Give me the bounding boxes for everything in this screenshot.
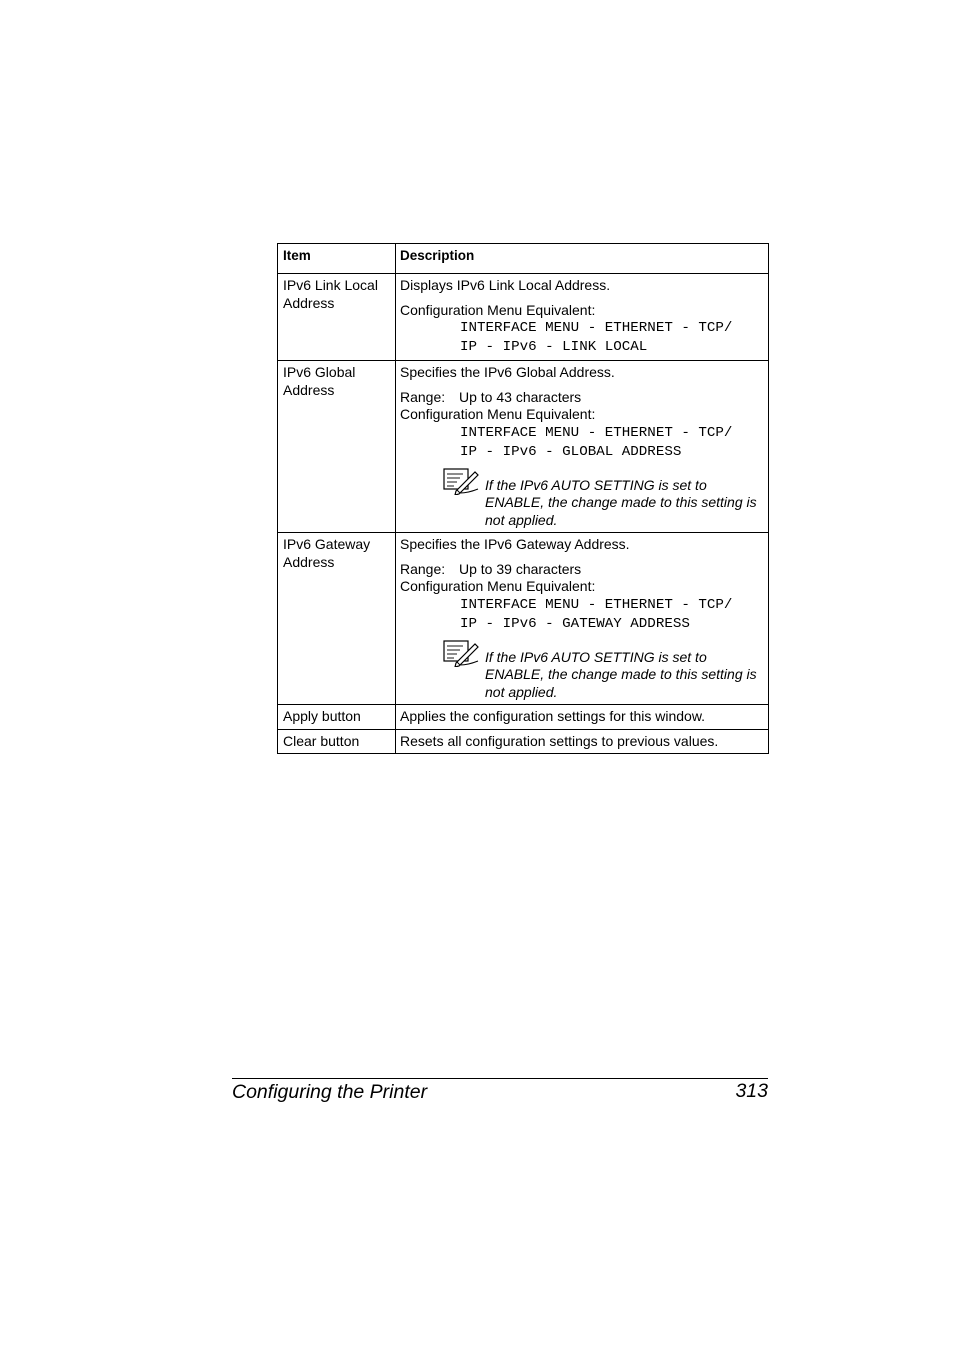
description-text: Specifies the IPv6 Gateway Address.	[400, 536, 630, 552]
column-header-description: Description	[396, 244, 769, 274]
page-number: 313	[735, 1080, 768, 1102]
footer-rule	[232, 1078, 768, 1079]
range-label: Range:	[400, 560, 446, 577]
table-row	[278, 729, 769, 754]
menu-path-line: INTERFACE MENU - ETHERNET - TCP/	[460, 596, 733, 613]
menu-path-line: INTERFACE MENU - ETHERNET - TCP/	[460, 424, 733, 441]
description-text: Resets all configuration settings to previous values.	[400, 732, 719, 749]
note-pencil-icon	[442, 467, 482, 495]
table-header-row	[278, 244, 769, 274]
item-label: Clear button	[283, 732, 360, 749]
note-pencil-icon	[442, 639, 482, 667]
config-menu-label: Configuration Menu Equivalent:	[400, 406, 596, 422]
table-row	[278, 705, 769, 730]
description-text: Applies the configuration settings for this window.	[400, 708, 706, 724]
range-label: Range:	[400, 388, 446, 405]
menu-path-line: IP - IPv6 - GLOBAL ADDRESS	[460, 443, 682, 460]
description-cell	[396, 705, 769, 730]
menu-path-line: IP - IPv6 - GATEWAY ADDRESS	[460, 615, 690, 632]
range-line	[400, 561, 765, 579]
item-cell	[278, 533, 396, 705]
description-cell	[396, 729, 769, 754]
range-line	[400, 389, 765, 407]
table-row	[278, 361, 769, 533]
item-label: IPv6 Global Address	[283, 364, 356, 398]
footer-title: Configuring the Printer	[232, 1081, 428, 1103]
note-block	[442, 639, 765, 702]
note-block	[442, 467, 765, 530]
description-cell	[396, 361, 769, 533]
item-cell	[278, 361, 396, 533]
note-text: If the IPv6 AUTO SETTING is set to ENABLE, the change made to this setting is not applied.	[485, 648, 757, 700]
description-cell	[396, 533, 769, 705]
table-row	[278, 533, 769, 705]
description-cell	[396, 274, 769, 361]
item-label: IPv6 Link Local Address	[283, 277, 378, 311]
item-cell	[278, 705, 396, 730]
description-text: Displays IPv6 Link Local Address.	[400, 277, 611, 293]
menu-path-line: INTERFACE MENU - ETHERNET - TCP/	[460, 320, 733, 336]
range-value: Up to 43 characters	[459, 388, 582, 405]
item-label: Apply button	[283, 708, 361, 724]
column-header-item: Item	[278, 244, 396, 274]
config-menu-label: Configuration Menu Equivalent:	[400, 301, 596, 318]
settings-table	[277, 243, 769, 754]
menu-path-line: IP - IPv6 - LINK LOCAL	[460, 339, 648, 355]
range-value: Up to 39 characters	[459, 560, 582, 577]
item-label: IPv6 Gateway Address	[283, 536, 371, 570]
note-text: If the IPv6 AUTO SETTING is set to ENABLE, the change made to this setting is not applied.	[485, 476, 757, 528]
item-cell	[278, 729, 396, 754]
table-row	[278, 274, 769, 361]
item-cell	[278, 274, 396, 361]
description-text: Specifies the IPv6 Global Address.	[400, 364, 615, 380]
config-menu-label: Configuration Menu Equivalent:	[400, 578, 596, 594]
